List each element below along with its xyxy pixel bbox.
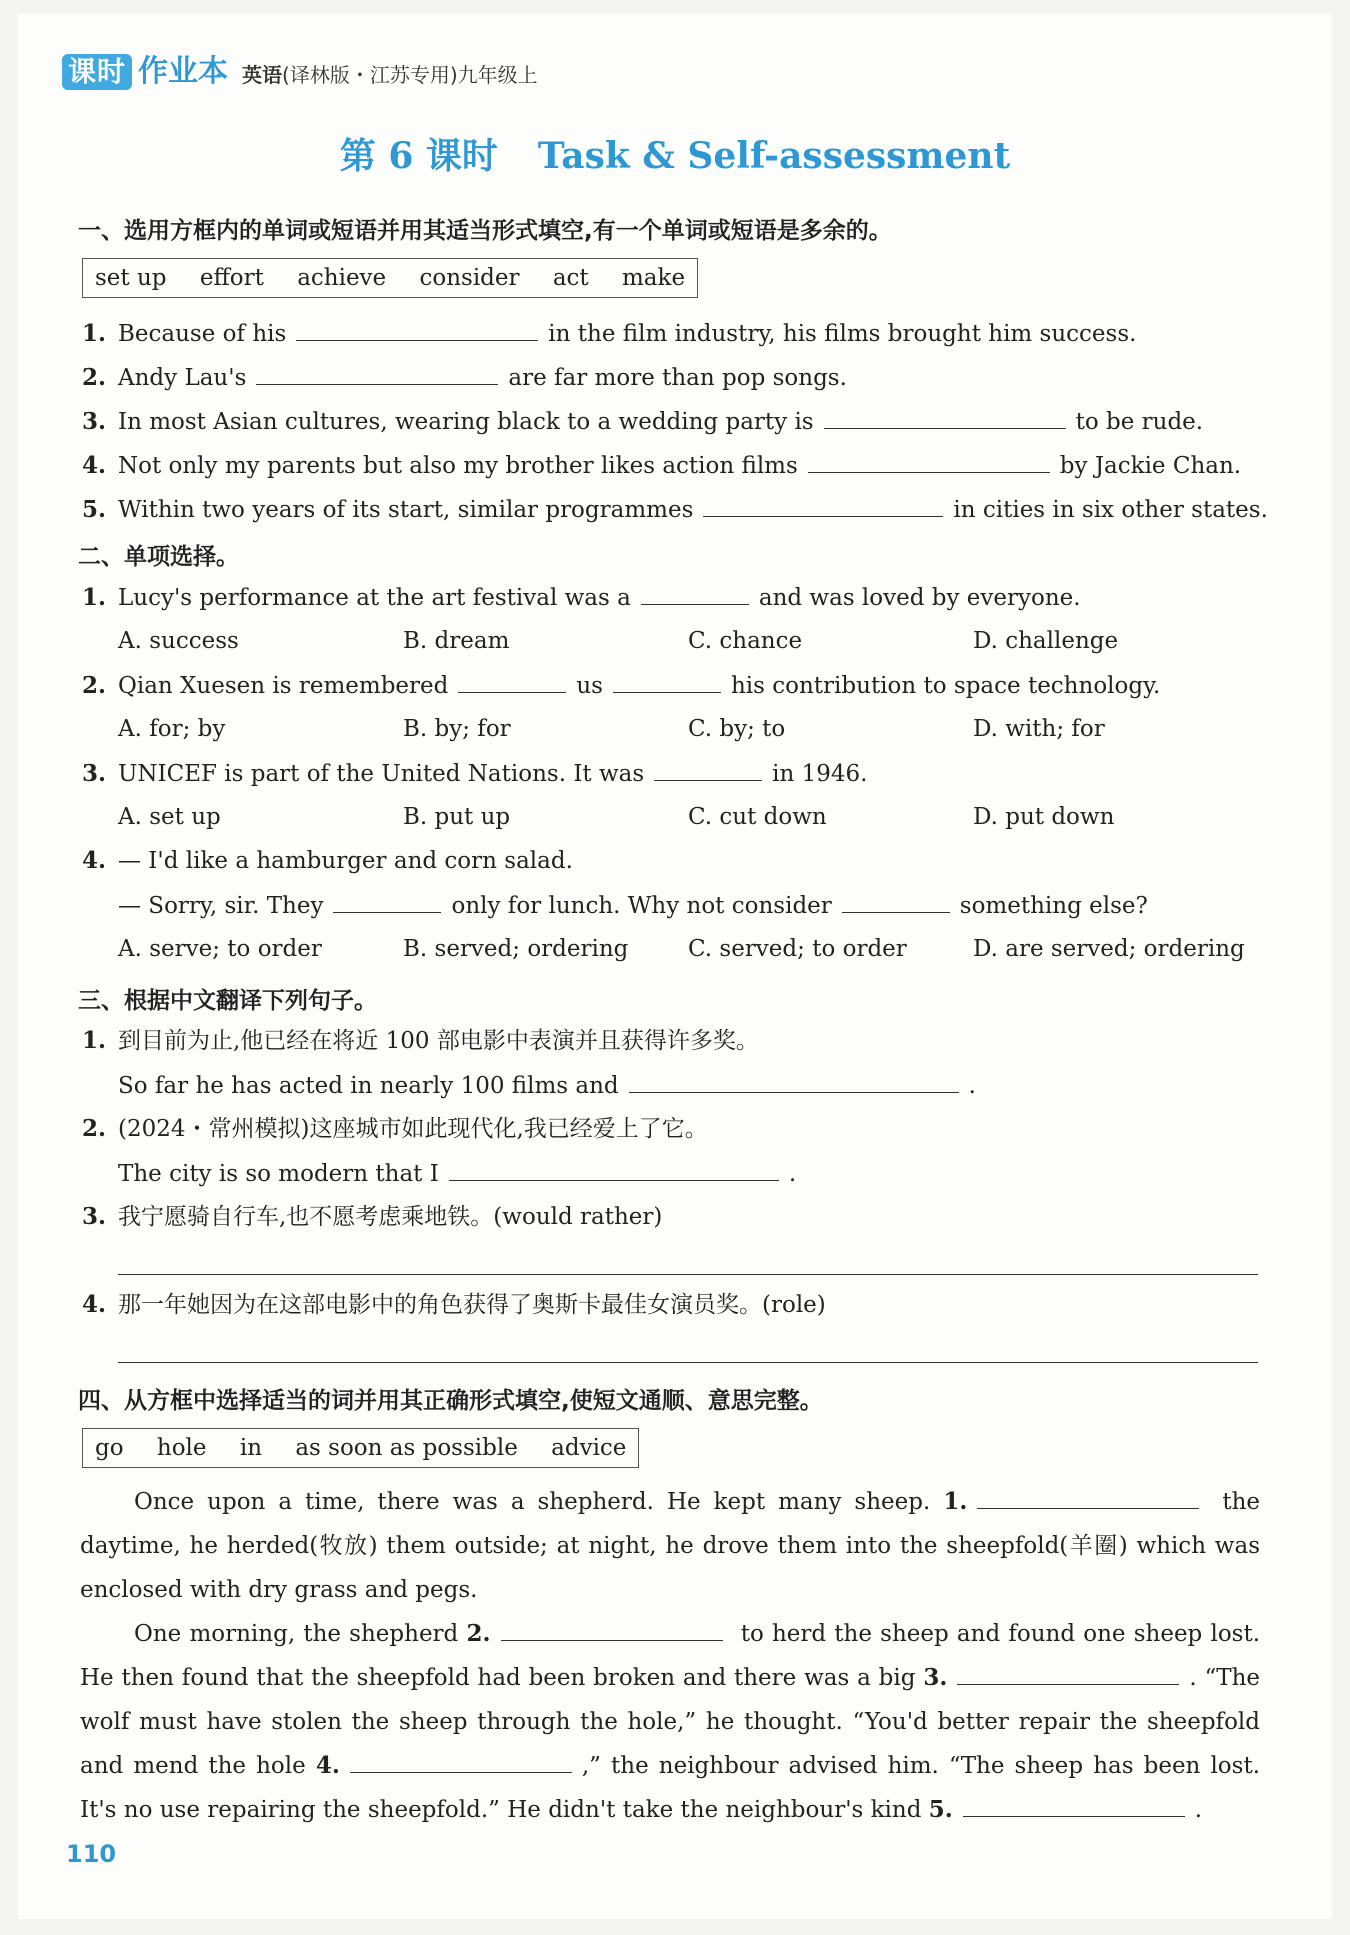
word-item: consider [419,265,520,291]
answer-blank[interactable] [501,1618,723,1641]
option-c[interactable]: C. by; to [688,716,786,742]
lesson-title: Task & Self-assessment [537,135,1011,177]
word-item: set up [95,265,167,291]
answer-blank[interactable] [808,450,1050,473]
answer-blank[interactable] [350,1750,572,1773]
answer-blank[interactable] [296,318,538,341]
option-c[interactable]: C. cut down [688,804,827,830]
answer-blank[interactable] [629,1070,959,1093]
option-c[interactable]: C. chance [688,628,803,654]
s3-item-2-cn: 2. (2024・常州模拟)这座城市如此现代化,我已经爱上了它。 [82,1115,708,1142]
option-b[interactable]: B. put up [403,804,511,830]
option-a[interactable]: A. set up [118,804,221,830]
answer-blank[interactable] [824,406,1066,429]
answer-blank[interactable] [977,1486,1199,1509]
section-2-heading: 二、单项选择。 [78,544,239,570]
word-box-1 [82,258,698,298]
s1-item-5: 5. Within two years of its start, similar programmes in cities in six other states. [82,496,1268,523]
s2-q1: 1. Lucy's performance at the art festival was a and was loved by everyone. [82,584,1081,611]
passage-paragraph-2: One morning, the shepherd 2. to herd the sheep and found one sheep lost. He then found that the sheepfold had been broken and there was a big 3. . “The wolf must have stolen the sheep through the hole,” he thought. “You'd better repair the sheepfold and mend the hole 4. ,” the neighbour advised him. “The sheep has been lost. It's no use repairing the sheepfold.” He didn't take the neighbour's kind 5. . [80,1620,1261,1823]
s3-item-1-cn: 1. 到目前为止,他已经在将近 100 部电影中表演并且获得许多奖。 [82,1027,759,1054]
answer-blank[interactable] [256,362,498,385]
answer-blank[interactable] [957,1662,1179,1685]
word-item: make [621,265,686,291]
logo-text: 作业本 [138,54,229,89]
answer-blank[interactable] [613,670,721,693]
s2-q4-line1: 4. — I'd like a hamburger and corn salad. [82,847,573,874]
answer-blank[interactable] [458,670,566,693]
option-d[interactable]: D. put down [973,804,1115,830]
page-number: 110 [66,1840,117,1868]
book-header [62,54,538,90]
s2-q3: 3. UNICEF is part of the United Nations. It was in 1946. [82,760,868,787]
section-3-heading: 三、根据中文翻译下列句子。 [78,988,377,1014]
s1-item-3: 3. In most Asian cultures, wearing black to a wedding party is to be rude. [82,408,1204,435]
word-item: advice [551,1435,627,1461]
s1-item-4: 4. Not only my parents but also my brother likes action films by Jackie Chan. [82,452,1242,479]
option-a[interactable]: A. for; by [118,716,226,742]
lesson-number: 第 6 课时 [339,135,498,177]
word-box-2 [82,1428,639,1468]
answer-blank[interactable] [703,494,943,517]
answer-blank[interactable] [333,890,441,913]
word-item: hole [156,1435,207,1461]
s3-item-4-cn: 4. 那一年她因为在这部电影中的角色获得了奥斯卡最佳女演员奖。(role) [82,1291,826,1318]
option-b[interactable]: B. served; ordering [403,936,629,962]
s3-item-1-en: So far he has acted in nearly 100 films and . [82,1070,976,1101]
s1-item-2: 2. Andy Lau's are far more than pop songs. [82,364,847,391]
option-d[interactable]: D. with; for [973,716,1105,742]
s3-item-3-cn: 3. 我宁愿骑自行车,也不愿考虑乘地铁。(would rather) [82,1203,663,1230]
answer-blank[interactable] [641,582,749,605]
option-d[interactable]: D. are served; ordering [973,936,1245,962]
answer-blank[interactable] [449,1158,779,1181]
section-1-heading: 一、选用方框内的单词或短语并用其适当形式填空,有一个单词或短语是多余的。 [78,218,892,244]
option-a[interactable]: A. success [118,628,239,654]
answer-line[interactable] [118,1362,1258,1363]
passage-paragraph-1: Once upon a time, there was a shepherd. He kept many sheep. 1. the daytime, he herded(牧放) them outside; at night, he drove them into the sheepfold(羊圈) which was enclosed with dry grass and pegs. [80,1488,1260,1603]
option-d[interactable]: D. challenge [973,628,1119,654]
option-b[interactable]: B. by; for [403,716,511,742]
page-title [0,128,1350,179]
answer-blank[interactable] [963,1794,1185,1817]
option-c[interactable]: C. served; to order [688,936,907,962]
answer-blank[interactable] [654,758,762,781]
option-b[interactable]: B. dream [403,628,510,654]
s2-q2: 2. Qian Xuesen is remembered us his contribution to space technology. [82,672,1161,699]
word-item: as soon as possible [295,1435,518,1461]
section-4-heading: 四、从方框中选择适当的词并用其正确形式填空,使短文通顺、意思完整。 [78,1388,823,1414]
word-item: achieve [297,265,387,291]
option-a[interactable]: A. serve; to order [118,936,322,962]
s3-item-2-en: The city is so modern that I . [82,1158,796,1189]
answer-blank[interactable] [842,890,950,913]
logo-badge: 课时 [62,54,132,90]
word-item: in [239,1435,263,1461]
s2-q4-line2: — Sorry, sir. They only for lunch. Why not consider something else? [82,890,1148,921]
word-item: go [95,1435,124,1461]
word-item: effort [199,265,264,291]
subject-label: 英语(译林版・江苏专用)九年级上 [242,63,538,87]
answer-line[interactable] [118,1274,1258,1275]
word-item: act [552,265,589,291]
s1-item-1: 1. Because of his in the film industry, his films brought him success. [82,320,1137,347]
